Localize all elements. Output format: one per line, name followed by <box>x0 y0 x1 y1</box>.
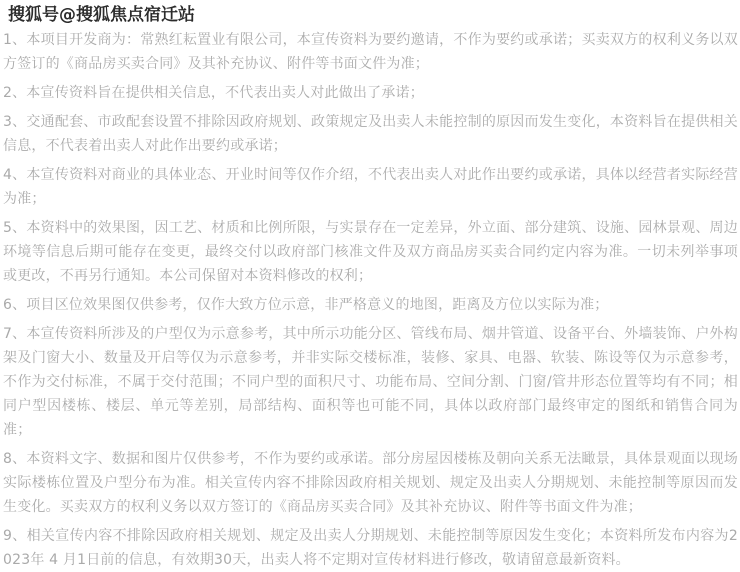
disclaimer-paragraph-4: 4、本宣传资料对商业的具体业态、开业时间等仅作介绍，不代表出卖人对此作出要约或承诺，具体以经营者实际经营为准； <box>3 167 738 207</box>
disclaimer-section <box>3 28 738 572</box>
disclaimer-paragraph-7: 7、本宣传资料所涉及的户型仅为示意参考，其中所示功能分区、管线布局、烟井管道、设备平台、外墙装饰、户外构架及门窗大小、数量及开启等仅为示意参考，并非实际交楼标准，装修、家具、电器、软装、陈设等仅为示意参考，不作为交付标准，不属于交付范围；不同户型的面积尺寸、功能布局、空间分割、门窗/管井形态位置等均有不同；相同户型因楼栋、楼层、单元等差别，局部结构、面积等也可能不同，具体以政府部门最终审定的图纸和销售合同为准； <box>3 326 738 438</box>
sohu-account-header: 搜狐号@搜狐焦点宿迁站 <box>8 5 195 25</box>
disclaimer-paragraph-9: 9、相关宣传内容不排除因政府相关规划、规定及出卖人分期规划、未能控制等原因发生变化；本资料所发布内容为2023年 4 月1日前的信息，有效期30天，出卖人将不定期对宣传材料进行修改，敬请留意最新资料。 <box>3 528 738 568</box>
disclaimer-paragraph-2: 2、本宣传资料旨在提供相关信息，不代表出卖人对此做出了承诺； <box>3 85 424 101</box>
disclaimer-paragraph-8: 8、本资料文字、数据和图片仅供参考，不作为要约或承诺。部分房屋因楼栋及朝向关系无法瞰景，具体景观面以现场实际楼栋位置及户型分布为准。相关宣传内容不排除因政府相关规划、规定及出卖人分期规划、未能控制等原因而发生变化。买卖双方的权利义务以双方签订的《商品房买卖合同》及其补充协议、附件等书面文件为准； <box>3 451 738 515</box>
disclaimer-paragraph-5: 5、本资料中的效果图，因工艺、材质和比例所限，与实景存在一定差异，外立面、部分建筑、设施、园林景观、周边环境等信息后期可能存在变更，最终交付以政府部门核准文件及双方商品房买卖合同约定内容为准。一切未列举事项或更改，不再另行通知。本公司保留对本资料修改的权利； <box>3 220 738 284</box>
disclaimer-paragraph-1: 1、本项目开发商为：常熟红耘置业有限公司，本宣传资料为要约邀请，不作为要约或承诺；买卖双方的权利义务以双方签订的《商品房买卖合同》及其补充协议、附件等书面文件为准； <box>3 32 738 72</box>
disclaimer-paragraph-6: 6、项目区位效果图仅供参考，仅作大致方位示意，非严格意义的地图，距离及方位以实际为准； <box>3 297 609 313</box>
disclaimer-paragraph-3: 3、交通配套、市政配套设置不排除因政府规划、政策规定及出卖人未能控制的原因而发生变化，本资料旨在提供相关信息，不代表着出卖人对此作出要约或承诺； <box>3 114 738 154</box>
